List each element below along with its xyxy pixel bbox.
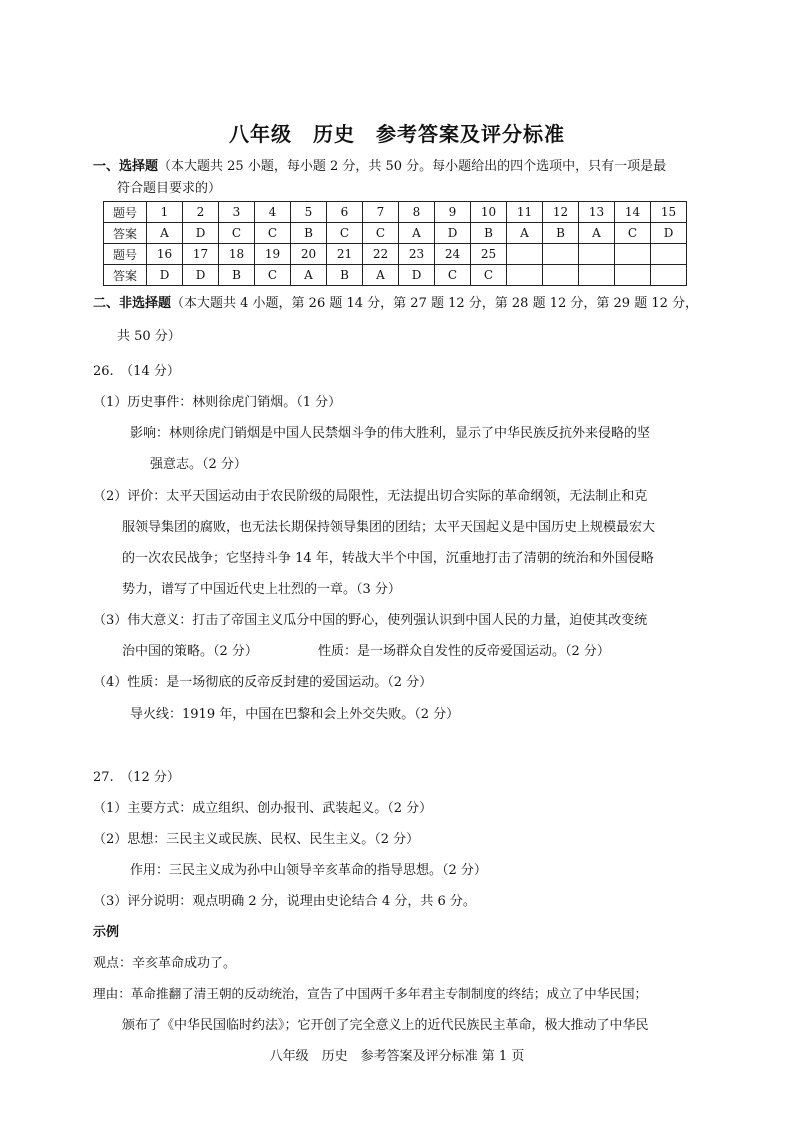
answer-table-cell (651, 265, 687, 286)
answer-table-cell: 15 (651, 202, 687, 223)
answer-table-cell: 3 (219, 202, 255, 223)
page-title: 八年级 历史 参考答案及评分标准 (229, 122, 565, 146)
answer-table-cell: 13 (579, 202, 615, 223)
answer-table-cell: D (651, 223, 687, 244)
section2-label: 二、非选择题 (93, 296, 172, 311)
answer-table-cell: 19 (255, 244, 291, 265)
q26-part2-line4: 势力，谱写了中国近代史上壮烈的一章。（3 分） (122, 582, 401, 597)
answer-table-cell: 14 (615, 202, 651, 223)
answer-table-cell: 11 (507, 202, 543, 223)
answer-table-cell: 10 (471, 202, 507, 223)
answer-table-cell: A (363, 265, 399, 286)
page-footer: 八年级 历史 参考答案及评分标准 第 1 页 (269, 1049, 525, 1064)
q26-part2: （2）评价：太平天国运动由于农民阶级的局限性，无法提出切合实际的革命纲领，无法制止和克 (93, 489, 648, 504)
section1-label: 一、选择题 (93, 159, 159, 174)
answer-table-cell: B (543, 223, 579, 244)
answer-table-row (104, 265, 687, 286)
answer-table-cell: 17 (183, 244, 219, 265)
section2-desc: （本大题共 4 小题，第 26 题 14 分，第 27 题 12 分，第 28 题 12 分，第 29 题 12 分， (171, 296, 699, 311)
q26-part3: （3）伟大意义：打击了帝国主义瓜分中国的野心，使列强认识到中国人民的力量，迫使其改变统 (93, 613, 648, 628)
answer-table-row-label: 题号 (104, 244, 147, 265)
answer-table-cell: 6 (327, 202, 363, 223)
answer-table-cell: B (219, 265, 255, 286)
answer-table-cell: D (435, 223, 471, 244)
answer-table-row (104, 244, 687, 265)
answer-table-cell: B (327, 265, 363, 286)
answer-table-cell: B (291, 223, 327, 244)
q27-part2-role: 作用：三民主义成为孙中山领导辛亥革命的指导思想。（2 分） (130, 863, 487, 878)
answer-table-cell: 5 (291, 202, 327, 223)
answer-table-cell (507, 265, 543, 286)
q26-part3-line2: 治中国的策略。（2 分） (122, 644, 258, 659)
answer-table-cell: 23 (399, 244, 435, 265)
answer-table-cell (615, 244, 651, 265)
answer-table-cell: C (219, 223, 255, 244)
answer-table-cell (615, 265, 651, 286)
q27-part1: （1）主要方式：成立组织、创办报刊、武装起义。（2 分） (93, 801, 433, 816)
answer-table-cell: D (147, 265, 183, 286)
answer-table-cell: C (435, 265, 471, 286)
answer-table-cell (651, 244, 687, 265)
section1-desc-cont: 符合题目要求的） (117, 181, 222, 196)
answer-table-cell (543, 265, 579, 286)
answer-table-cell: C (255, 265, 291, 286)
answer-table-cell: 2 (183, 202, 219, 223)
answer-table-cell (507, 244, 543, 265)
answer-table-cell: 24 (435, 244, 471, 265)
answer-table-cell: D (183, 265, 219, 286)
q26-part4-trigger: 导火线：1919 年，中国在巴黎和会上外交失败。（2 分） (130, 707, 460, 722)
answer-table-cell: C (255, 223, 291, 244)
q27-heading: 27. （12 分） (93, 770, 180, 785)
answer-table-cell: 1 (147, 202, 183, 223)
answer-table-cell: B (471, 223, 507, 244)
answer-table-cell: 4 (255, 202, 291, 223)
answer-table-cell: A (399, 223, 435, 244)
answer-table-cell (579, 265, 615, 286)
answer-table-cell: 22 (363, 244, 399, 265)
answer-table-cell: 25 (471, 244, 507, 265)
q27-reason-cont: 颁布了《中华民国临时约法》；它开创了完全意义上的近代民族民主革命，极大推动了中华民 (122, 1018, 649, 1033)
answer-table-cell: A (291, 265, 327, 286)
answer-table-cell: 7 (363, 202, 399, 223)
answer-table-cell: C (615, 223, 651, 244)
answer-table-cell: D (399, 265, 435, 286)
q26-heading: 26. （14 分） (93, 364, 180, 379)
q26-part2-line2: 服领导集团的腐败，也无法长期保持领导集团的团结；太平天国起义是中国历史上规模最宏大 (122, 520, 656, 535)
answer-table-cell (579, 244, 615, 265)
answer-table-cell: A (147, 223, 183, 244)
answer-table-cell: 16 (147, 244, 183, 265)
answer-table-cell: 18 (219, 244, 255, 265)
answer-table-cell: 20 (291, 244, 327, 265)
answer-table-row-label: 答案 (104, 265, 147, 286)
answer-table-cell: 12 (543, 202, 579, 223)
answer-table-cell: 21 (327, 244, 363, 265)
answer-table-cell: 8 (399, 202, 435, 223)
q27-part2: （2）思想：三民主义或民族、民权、民生主义。（2 分） (93, 832, 420, 847)
q26-part1-impact-cont: 强意志。（2 分） (150, 457, 247, 472)
answer-table-row (104, 223, 687, 244)
q26-part2-line3: 的一次农民战争；它坚持斗争 14 年，转战大半个中国，沉重地打击了清朝的统治和外国侵略 (122, 551, 654, 566)
answer-table-cell: D (183, 223, 219, 244)
answer-table-row-label: 题号 (104, 202, 147, 223)
section1-heading (93, 156, 666, 178)
q27-part3: （3）评分说明：观点明确 2 分，说理由史论结合 4 分，共 6 分。 (93, 894, 476, 909)
answer-table-cell (543, 244, 579, 265)
section2-desc-cont: 共 50 分） (117, 329, 181, 344)
answer-table-cell: A (507, 223, 543, 244)
answer-table-cell: C (363, 223, 399, 244)
q27-example-label: 示例 (93, 925, 120, 940)
q26-part4: （4）性质：是一场彻底的反帝反封建的爱国运动。（2 分） (93, 675, 433, 690)
answer-table-row (104, 202, 687, 223)
q27-viewpoint: 观点：辛亥革命成功了。 (93, 956, 237, 971)
answer-table-cell: A (579, 223, 615, 244)
answer-table-cell: C (327, 223, 363, 244)
q26-part3-nature: 性质：是一场群众自发性的反帝爱国运动。（2 分） (318, 644, 610, 659)
answer-table-row-label: 答案 (104, 223, 147, 244)
q26-part1: （1）历史事件：林则徐虎门销烟。（1 分） (93, 395, 342, 410)
section1-desc: （本大题共 25 小题，每小题 2 分，共 50 分。每小题给出的四个选项中，只有一项是最 (158, 159, 667, 174)
answer-table (103, 201, 687, 286)
answer-table-cell: C (471, 265, 507, 286)
section2-heading (93, 292, 698, 311)
q26-part1-impact: 影响：林则徐虎门销烟是中国人民禁烟斗争的伟大胜利，显示了中华民族反抗外来侵略的坚 (130, 426, 651, 441)
answer-table-cell: 9 (435, 202, 471, 223)
q27-reason: 理由：革命推翻了清王朝的反动统治，宣告了中国两千多年君主专制制度的终结；成立了中华民国； (93, 986, 648, 1001)
